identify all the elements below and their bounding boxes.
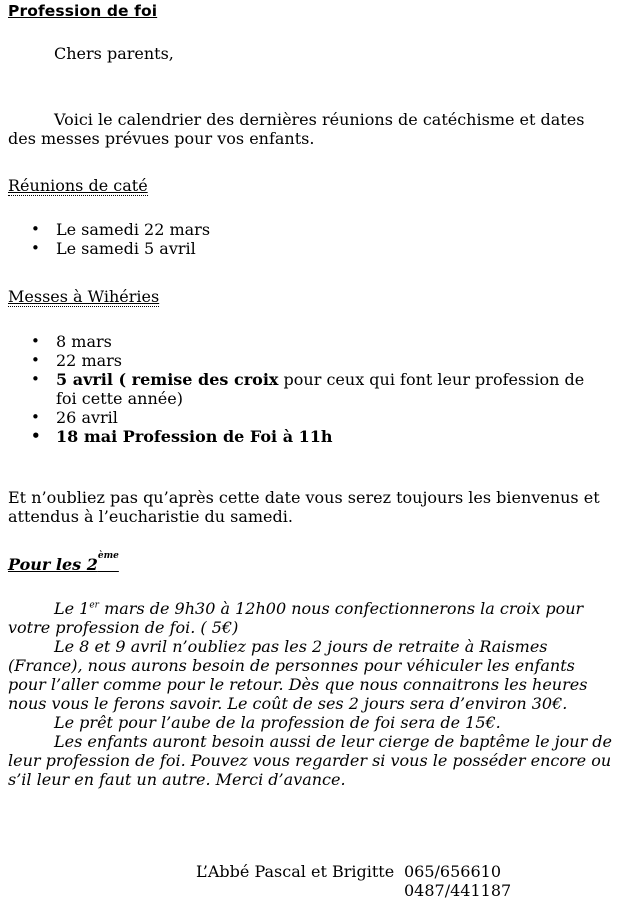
list-item-bold: 5 avril ( remise des croix: [56, 370, 279, 389]
list-item: • 22 mars: [0, 351, 606, 370]
greeting: Chers parents,: [54, 44, 174, 63]
list-item: • Le samedi 22 mars: [0, 220, 606, 239]
messes-list: [0, 332, 606, 446]
p1-sup: er: [89, 600, 99, 611]
section2-heading-sup: ème: [97, 551, 119, 561]
messes-heading-text: Messes à Wihéries: [8, 287, 160, 306]
list-item: • 18 mai Profession de Foi à 11h: [0, 427, 606, 446]
reunions-heading: [8, 176, 148, 195]
p1-start: Le 1: [54, 599, 90, 618]
section2-heading-text: Pour les 2: [8, 555, 98, 574]
signature-name: L’Abbé Pascal et Brigitte: [196, 862, 395, 881]
list-item: [0, 370, 606, 408]
section2-paragraph-1: [8, 599, 614, 637]
section2-heading: [8, 551, 119, 574]
signature-phones: [404, 862, 511, 900]
section2-paragraph-4: Les enfants auront besoin aussi de leur cierge de baptême le jour de leur profession de foi. Pouvez vous regarder si vous le posséder encore ou s’il leur en faut un autre. Merci d’avance.: [8, 732, 613, 789]
list-item: • Le samedi 5 avril: [0, 239, 606, 258]
phone-1: 065/656610: [404, 862, 502, 881]
p1-rest: mars de 9h30 à 12h00 nous confectionnerons la croix pour votre profession de foi. ( 5€): [8, 599, 584, 637]
list-item: • 8 mars: [0, 332, 606, 351]
closing-paragraph: Et n’oubliez pas qu’après cette date vous serez toujours les bienvenus et attendus à l’eucharistie du samedi.: [8, 488, 600, 526]
section2-paragraph-2: Le 8 et 9 avril n’oubliez pas les 2 jours de retraite à Raismes (France), nous aurons besoin de personnes pour véhiculer les enfants pour l’aller comme pour le retour. Dès que nous connaitrons les heures nous vous le ferons savoir. Le coût de ses 2 jours sera d’environ 30€.: [8, 637, 588, 713]
reunions-list: [0, 220, 606, 258]
list-item: • 26 avril: [0, 408, 606, 427]
document-title: Profession de foi: [8, 2, 158, 20]
list-item-rest: pour ceux qui font leur profession de foi cette année): [56, 370, 585, 408]
reunions-heading-text: Réunions de caté: [8, 176, 148, 195]
intro-paragraph: Voici le calendrier des dernières réunions de catéchisme et dates des messes prévues pour vos enfants.: [8, 110, 585, 148]
section2-paragraph-3: Le prêt pour l’aube de la profession de foi sera de 15€.: [54, 713, 501, 732]
messes-heading: [8, 287, 159, 306]
section2-body: [8, 599, 614, 789]
phone-2: 0487/441187: [404, 881, 512, 900]
